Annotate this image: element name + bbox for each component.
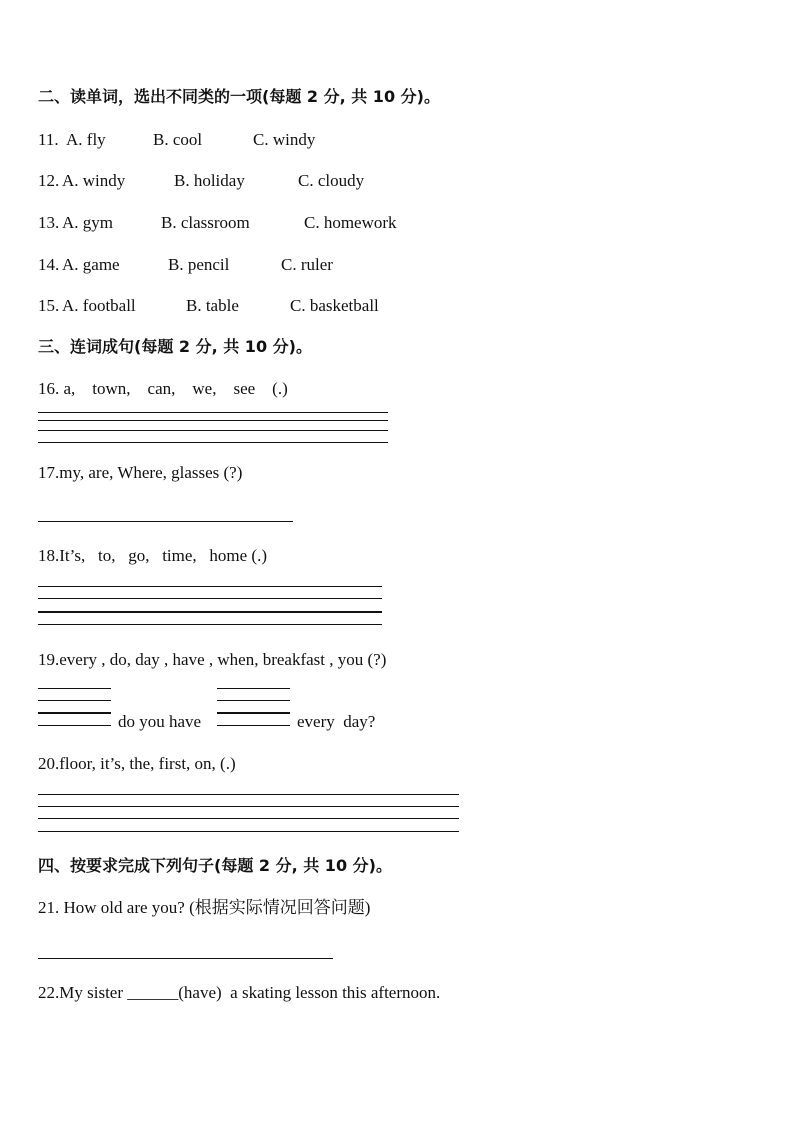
option-b: B. table [186,296,239,315]
question-13 [38,213,397,233]
blank-line [38,725,111,726]
blank-line [217,688,290,689]
option-a: A. gym [62,213,113,232]
option-a: A. game [62,255,120,274]
option-b: B. pencil [168,255,230,274]
section-2-heading: 二、读单词，选出不同类的一项(每题 2 分, 共 10 分)。 [38,87,440,106]
question-19-end: every day? [297,712,376,731]
answer-line [38,818,459,819]
question-19-middle: do you have [118,712,202,731]
blank-line [38,700,111,701]
option-a: A. football [62,296,136,315]
option-b: B. cool [153,130,203,149]
answer-line [38,442,388,443]
answer-line [38,624,382,625]
answer-line [38,412,388,413]
question-17: 17.my, are, Where, glasses (?) [38,463,243,482]
option-c: C. homework [304,213,397,232]
question-number: 11. [38,130,59,149]
answer-line [38,430,388,431]
question-19: 19.every , do, day , have , when, breakfast , you (?) [38,650,387,669]
question-number: 12. [38,171,60,190]
blank-line [38,688,111,689]
question-16: 16. a, town, can, we, see (.) [38,379,288,398]
option-c: C. cloudy [298,171,365,190]
question-11 [38,130,316,150]
answer-line [38,794,459,795]
question-12 [38,171,365,191]
question-18: 18.It’s, to, go, time, home (.) [38,546,268,565]
question-21: 21. How old are you? (根据实际情况回答问题) [38,898,371,917]
blank-line [217,725,290,726]
option-a: A. fly [66,130,106,149]
answer-line [38,586,382,587]
option-c: C. windy [253,130,316,149]
blank-line [217,700,290,701]
question-22: 22.My sister ______(have) a skating lesson this afternoon. [38,983,441,1002]
option-b: B. holiday [174,171,245,190]
option-b: B. classroom [161,213,250,232]
answer-line [38,831,459,832]
option-c: C. ruler [281,255,333,274]
option-a: A. windy [62,171,126,190]
answer-line [38,806,459,807]
section-4-heading: 四、按要求完成下列句子(每题 2 分, 共 10 分)。 [38,856,392,875]
blank-line [217,712,290,714]
answer-line [38,521,293,522]
question-14 [38,255,333,275]
question-15 [38,296,379,316]
answer-line [38,420,388,421]
section-3-heading: 三、连词成句(每题 2 分, 共 10 分)。 [38,337,312,356]
answer-line [38,611,382,613]
blank-line [38,712,111,714]
answer-line [38,598,382,599]
option-c: C. basketball [290,296,379,315]
question-number: 13. [38,213,60,232]
answer-line [38,958,333,959]
question-number: 15. [38,296,60,315]
question-20: 20.floor, it’s, the, first, on, (.) [38,754,236,773]
question-number: 14. [38,255,60,274]
